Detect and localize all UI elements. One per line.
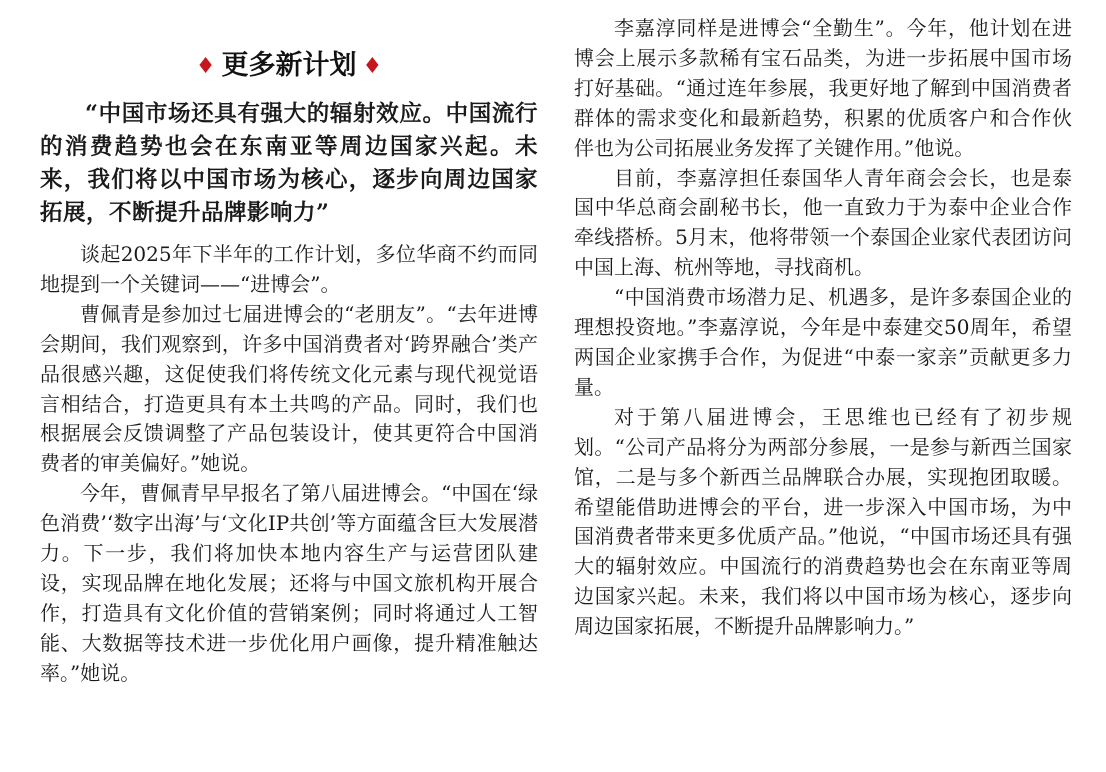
- paragraph: 曹佩青是参加过七届进博会的“老朋友”。“去年进博会期间，我们观察到，许多中国消费者对‘跨界融合’类产品很感兴趣，这促使我们将传统文化元素与现代视觉语言相结合，打造更具有本土共鸣的产品。同时，我们也根据展会反馈调整了产品包装设计，使其更符合中国消费者的审美偏好。”她说。: [40, 301, 538, 476]
- paragraph: 谈起2025年下半年的工作计划，多位华商不约而同地提到一个关键词——“进博会”。: [40, 242, 538, 296]
- paragraph: 今年，曹佩青早早报名了第八届进博会。“中国在‘绿色消费’‘数字出海’与‘文化IP共创’等方面蕴含巨大发展潜力。下一步，我们将加快本地内容生产与运营团队建设，实现品牌在地化发展；还将与中国文旅机构开展合作，打造具有文化价值的营销案例；同时将通过人工智能、大数据等技术进一步优化用户画像，提升精准触达率。”她说。: [40, 481, 538, 685]
- red-diamond-icon: ♦: [195, 54, 216, 79]
- paragraph: 对于第八届进博会，王思维也已经有了初步规划。“公司产品将分为两部分参展，一是参与新西兰国家馆，二是与多个新西兰品牌联合办展，实现抱团取暖。希望能借助进博会的平台，进一步深入中国市场，为中国消费者带来更多优质产品。”他说，“中国市场还具有强大的辐射效应。中国流行的消费趋势也会在东南亚等周边国家兴起。未来，我们将以中国市场为核心，逐步向周边国家拓展，不断提升品牌影响力。”: [574, 404, 1072, 639]
- left-body-text: [40, 240, 538, 689]
- section-title-text: 更多新计划: [221, 50, 357, 81]
- paragraph: 目前，李嘉淳担任泰国华人青年商会会长，也是泰国中华总商会副秘书长，他一直致力于为泰中企业合作牵线搭桥。5月末，他将带领一个泰国企业家代表团访问中国上海、杭州等地，寻找商机。: [574, 165, 1072, 280]
- red-diamond-icon: ♦: [362, 54, 383, 79]
- right-column: [574, 14, 1072, 642]
- pull-quote: “中国市场还具有强大的辐射效应。中国流行的消费趋势也会在东南亚等周边国家兴起。未来，我们将以中国市场为核心，逐步向周边国家拓展，不断提升品牌影响力”: [40, 101, 538, 226]
- left-column: [40, 40, 538, 689]
- paragraph: 李嘉淳同样是进博会“全勤生”。今年，他计划在进博会上展示多款稀有宝石品类，为进一步拓展中国市场打好基础。“通过连年参展，我更好地了解到中国消费者群体的需求变化和最新趋势，积累的优质客户和合作伙伴也为公司拓展业务发挥了关键作用。”他说。: [574, 16, 1072, 160]
- section-heading: [40, 40, 538, 92]
- paragraph: “中国消费市场潜力足、机遇多，是许多泰国企业的理想投资地。”李嘉淳说，今年是中泰建交50周年，希望两国企业家携手合作，为促进“中泰一家亲”贡献更多力量。: [574, 285, 1072, 399]
